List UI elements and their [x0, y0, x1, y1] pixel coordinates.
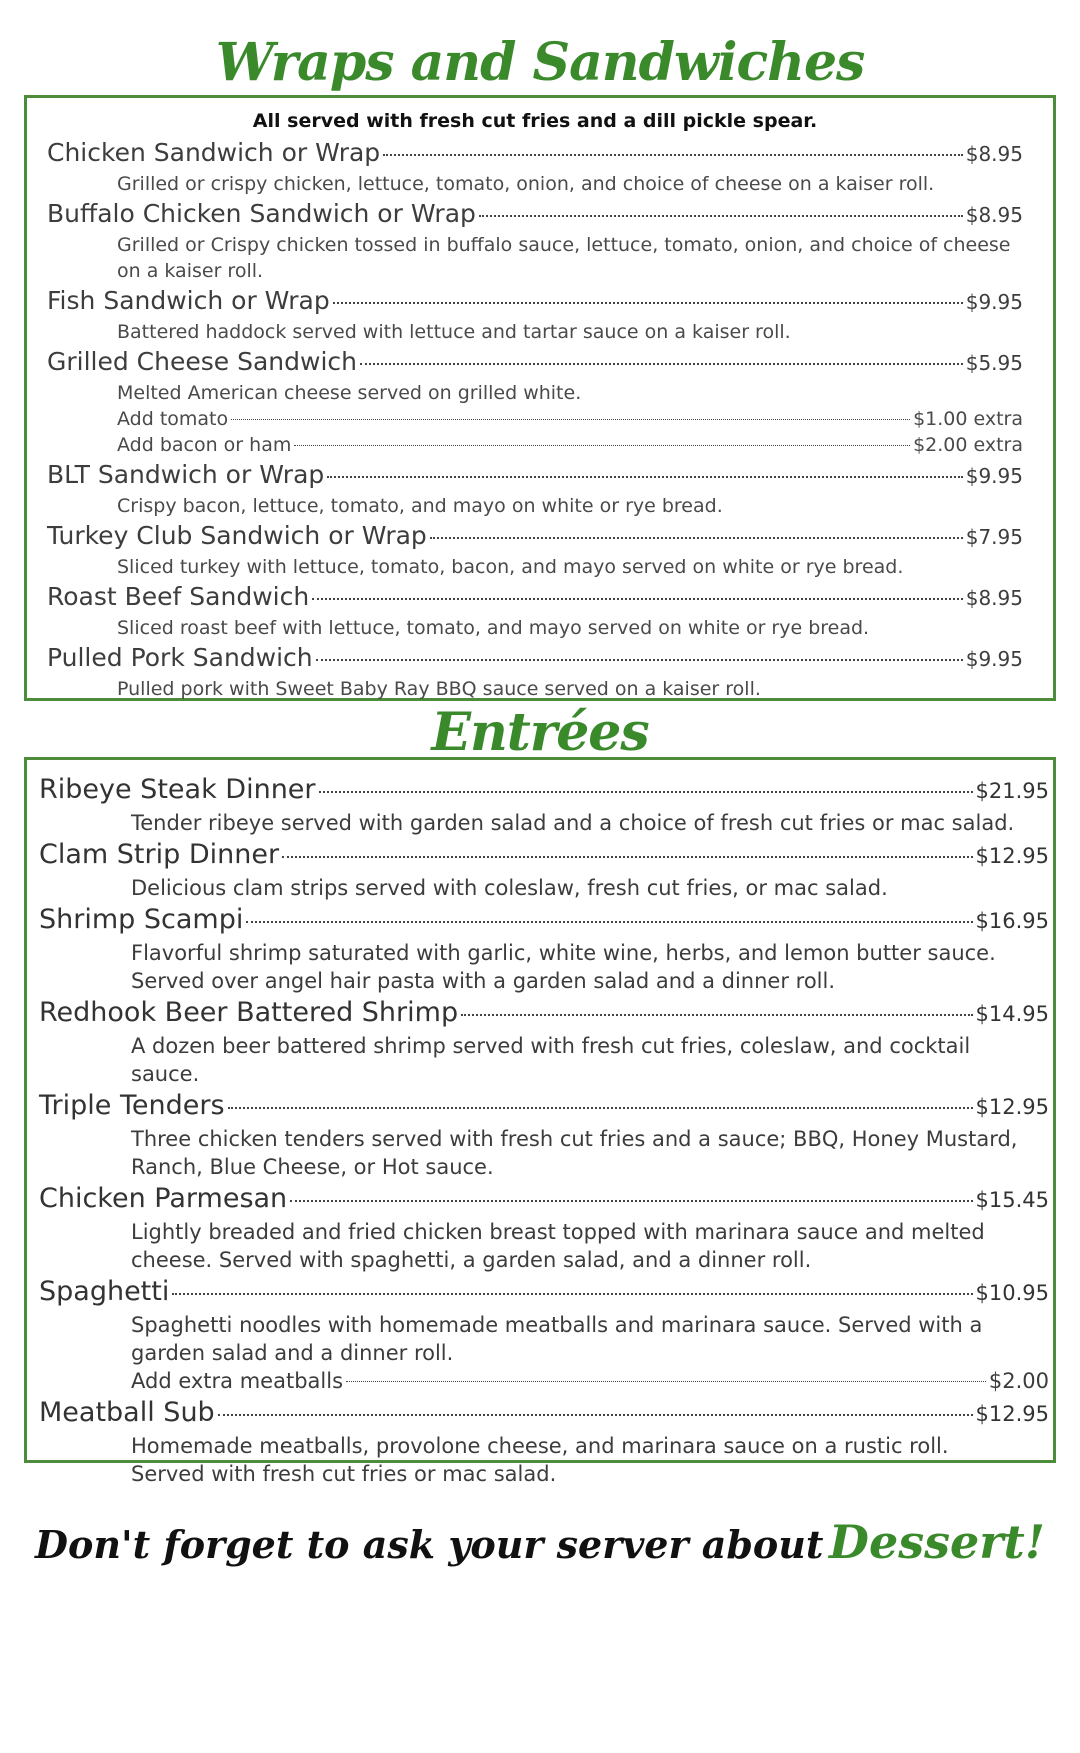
menu-item: [47, 519, 1023, 580]
dot-leader: [383, 154, 963, 156]
item-name: Chicken Sandwich or Wrap: [47, 138, 381, 167]
item-price: $14.95: [975, 1002, 1049, 1026]
item-price: $12.95: [975, 1095, 1049, 1119]
item-description: Spaghetti noodles with homemade meatballs and marinara sauce. Served with a garden salad and a dinner roll.: [131, 1313, 983, 1365]
addon-label: Add tomato: [117, 408, 229, 430]
item-price: $12.95: [975, 1402, 1049, 1426]
dot-leader: [461, 1014, 972, 1016]
item-name: Turkey Club Sandwich or Wrap: [47, 521, 427, 550]
dot-leader: [228, 1107, 973, 1109]
dot-leader: [172, 1293, 972, 1295]
item-name: Ribeye Steak Dinner: [39, 774, 316, 805]
item-row: [39, 1088, 1049, 1125]
addon-row: [47, 406, 1023, 432]
item-name: Roast Beef Sandwich: [47, 582, 310, 611]
addon-row: [47, 432, 1023, 458]
sandwich-list: [47, 136, 1023, 702]
dessert-footer: [0, 1515, 1080, 1569]
item-name: Spaghetti: [39, 1276, 170, 1307]
item-price: $9.95: [965, 290, 1023, 314]
item-price: $5.95: [965, 351, 1023, 375]
item-description: Sliced turkey with lettuce, tomato, bacon, and mayo served on white or rye bread.: [117, 556, 904, 578]
dot-leader: [246, 921, 972, 923]
item-row: [47, 284, 1023, 319]
menu-item: [47, 197, 1023, 284]
menu-item: [39, 1395, 1049, 1488]
menu-item: [39, 995, 1049, 1088]
dot-leader: [360, 363, 963, 365]
item-description: Battered haddock served with lettuce and tartar sauce on a kaiser roll.: [117, 321, 791, 343]
dot-leader: [294, 445, 910, 446]
item-price: $8.95: [965, 142, 1023, 166]
dot-leader: [479, 215, 963, 217]
item-price: $21.95: [975, 779, 1049, 803]
entrees-box: [24, 757, 1056, 1486]
dot-leader: [290, 1200, 972, 1202]
item-row: [47, 136, 1023, 171]
menu-item: [39, 1181, 1049, 1274]
menu-item: [39, 1088, 1049, 1181]
item-row: [39, 1395, 1049, 1432]
entrees-title: Entrées: [431, 702, 649, 763]
item-name: Clam Strip Dinner: [39, 839, 280, 870]
addon-row: [39, 1367, 1049, 1395]
item-description: Flavorful shrimp saturated with garlic, white wine, herbs, and lemon butter sauce. Served over angel hair pasta with a garden salad and a dinner roll.: [131, 941, 996, 993]
sandwiches-box: [24, 95, 1056, 701]
dot-leader: [319, 791, 973, 793]
item-row: [39, 1181, 1049, 1218]
item-row: [39, 1274, 1049, 1311]
addon-price: $2.00: [988, 1369, 1049, 1393]
item-name: Shrimp Scampi: [39, 904, 244, 935]
item-price: $15.45: [975, 1188, 1049, 1212]
item-row: [47, 641, 1023, 676]
item-row: [39, 772, 1049, 809]
addon-price: $2.00 extra: [913, 434, 1023, 456]
item-price: $9.95: [965, 647, 1023, 671]
item-row: [47, 458, 1023, 493]
item-price: $8.95: [965, 586, 1023, 610]
menu-item: [47, 458, 1023, 519]
item-price: $7.95: [965, 525, 1023, 549]
item-price: $9.95: [965, 464, 1023, 488]
item-row: [47, 519, 1023, 554]
menu-item: [47, 284, 1023, 345]
item-description: A dozen beer battered shrimp served with fresh cut fries, coleslaw, and cocktail sauce.: [131, 1034, 971, 1086]
item-name: Grilled Cheese Sandwich: [47, 347, 357, 376]
addon-label: Add extra meatballs: [131, 1369, 344, 1393]
dot-leader: [327, 476, 962, 478]
dot-leader: [231, 419, 910, 420]
item-name: Chicken Parmesan: [39, 1183, 288, 1214]
item-name: Pulled Pork Sandwich: [47, 643, 313, 672]
sandwiches-note: All served with fresh cut fries and a dill pickle spear.: [252, 110, 818, 132]
item-row: [47, 197, 1023, 232]
footer-lead-text: Don't forget to ask your server about: [35, 1522, 824, 1567]
item-name: Fish Sandwich or Wrap: [47, 286, 330, 315]
item-row: [39, 995, 1049, 1032]
footer-dessert-text: Dessert!: [829, 1515, 1045, 1569]
item-price: $8.95: [965, 203, 1023, 227]
entree-list: [39, 772, 1049, 1488]
item-description: Delicious clam strips served with coleslaw, fresh cut fries, or mac salad.: [131, 876, 888, 900]
sandwiches-title: Wraps and Sandwiches: [215, 32, 865, 93]
addon-price: $1.00 extra: [913, 408, 1023, 430]
item-name: Redhook Beer Battered Shrimp: [39, 997, 459, 1028]
dot-leader: [312, 598, 963, 600]
menu-item: [39, 1274, 1049, 1395]
item-description: Three chicken tenders served with fresh cut fries and a sauce; BBQ, Honey Mustard, Ranch, Blue Cheese, or Hot sauce.: [131, 1127, 1018, 1179]
item-row: [39, 902, 1049, 939]
menu-item: [47, 345, 1023, 458]
dot-leader: [218, 1414, 973, 1416]
item-row: [47, 580, 1023, 615]
menu-item: [39, 902, 1049, 995]
item-description: Pulled pork with Sweet Baby Ray BBQ sauce served on a kaiser roll.: [117, 678, 761, 700]
menu-item: [47, 136, 1023, 197]
item-description: Tender ribeye served with garden salad and a choice of fresh cut fries or mac salad.: [131, 811, 1015, 835]
item-name: Meatball Sub: [39, 1397, 215, 1428]
item-description: Melted American cheese served on grilled white.: [117, 382, 582, 404]
item-price: $16.95: [975, 909, 1049, 933]
dot-leader: [430, 537, 963, 539]
item-description: Homemade meatballs, provolone cheese, and marinara sauce on a rustic roll. Served with fresh cut fries or mac salad.: [131, 1434, 949, 1486]
dot-leader: [333, 302, 963, 304]
item-description: Lightly breaded and fried chicken breast topped with marinara sauce and melted cheese. Served with spaghetti, a garden salad, and a dinner roll.: [131, 1220, 985, 1272]
dot-leader: [316, 659, 963, 661]
menu-item: [47, 641, 1023, 702]
item-name: Buffalo Chicken Sandwich or Wrap: [47, 199, 476, 228]
addon-label: Add bacon or ham: [117, 434, 292, 456]
item-description: Grilled or crispy chicken, lettuce, tomato, onion, and choice of cheese on a kaiser roll.: [117, 173, 935, 195]
item-price: $10.95: [975, 1281, 1049, 1305]
item-price: $12.95: [975, 844, 1049, 868]
item-description: Crispy bacon, lettuce, tomato, and mayo on white or rye bread.: [117, 495, 723, 517]
menu-item: [47, 580, 1023, 641]
item-name: Triple Tenders: [39, 1090, 225, 1121]
item-description: Sliced roast beef with lettuce, tomato, and mayo served on white or rye bread.: [117, 617, 870, 639]
item-row: [47, 345, 1023, 380]
menu-item: [39, 837, 1049, 902]
dot-leader: [282, 856, 972, 858]
item-description: Grilled or Crispy chicken tossed in buffalo sauce, lettuce, tomato, onion, and choice of cheese on a kaiser roll.: [117, 234, 1011, 282]
item-row: [39, 837, 1049, 874]
menu-item: [39, 772, 1049, 837]
dot-leader: [346, 1381, 986, 1382]
item-name: BLT Sandwich or Wrap: [47, 460, 325, 489]
